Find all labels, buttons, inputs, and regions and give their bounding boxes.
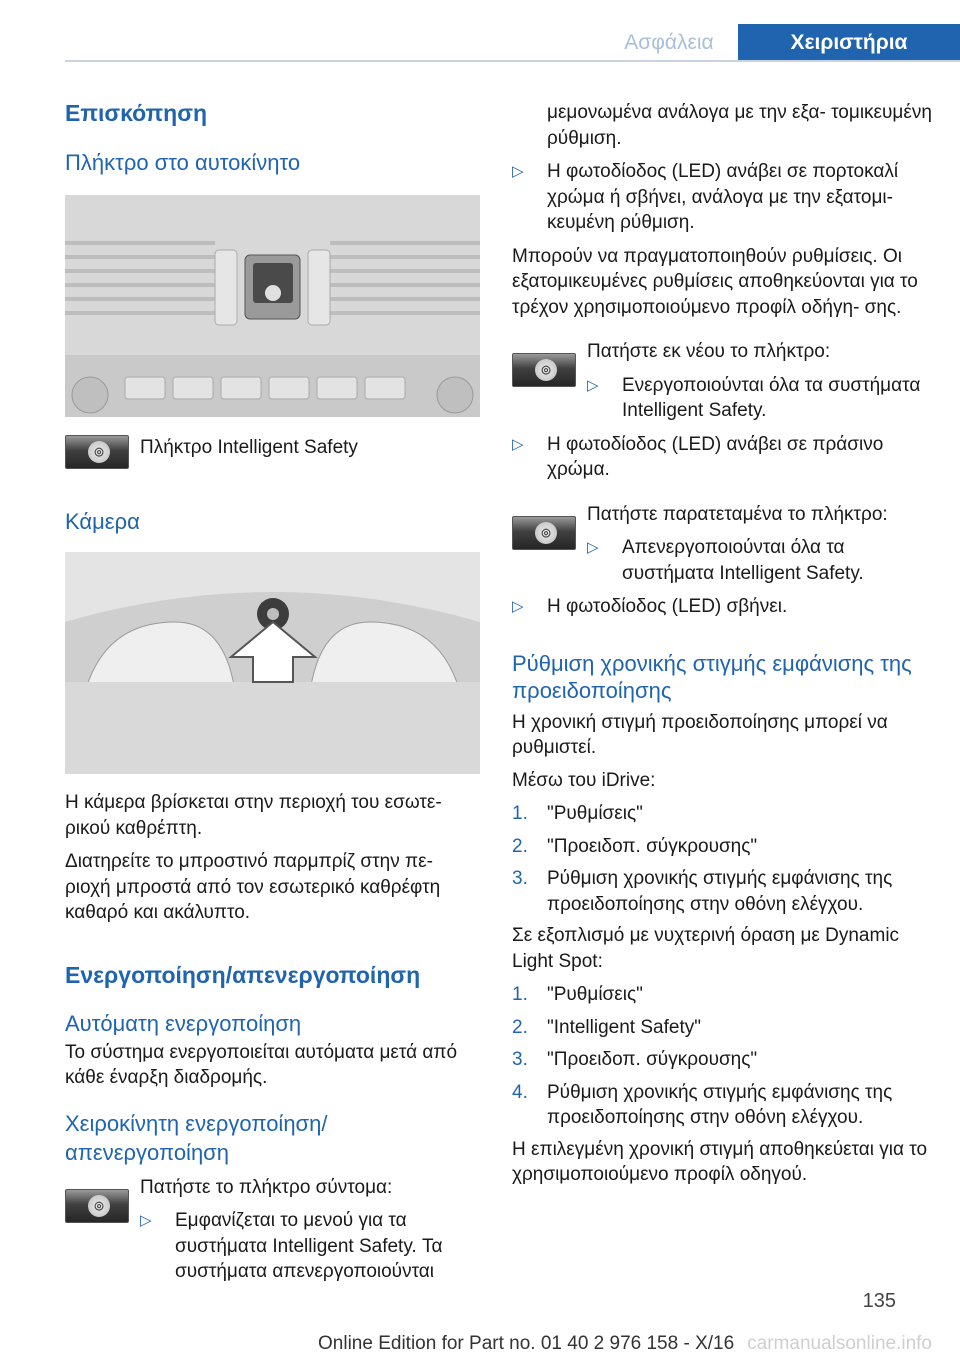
saved-text: Η επιλεγμένη χρονική στιγμή αποθηκεύεται για το χρησιμοποιούμενο προφίλ οδηγού. [512, 1138, 928, 1185]
settings-text: Μπορούν να πραγματοποιηθούν ρυθμίσεις. Οι εξατομικευμένες ρυθμίσεις αποθηκεύονται για το τρέχον χρησιμοποιούμενο προφίλ οδήγη‐ σης. [512, 245, 918, 318]
list-item: 2. "Προειδοπ. σύγκρουσης" [512, 835, 758, 857]
button-caption-row [65, 435, 480, 469]
right-column [512, 100, 932, 1188]
via-idrive-text: Μέσω του iDrive: [512, 769, 656, 791]
press-long-list [587, 535, 932, 586]
heading-button-in-car: Πλήκτρο στο αυτοκίνητο [65, 150, 301, 175]
press-short-list [140, 1208, 480, 1285]
button-caption: Πλήκτρο Intelligent Safety [140, 437, 358, 458]
list-item: 1. "Ρυθμίσεις" [512, 984, 643, 1005]
triangle-bullet-icon: ▷ [512, 435, 524, 453]
triangle-bullet-icon: ▷ [140, 1212, 152, 1229]
list-item: 3. Ρύθμιση χρονικής στιγμής εμφάνισης της προειδοποίησης στην οθόνη ελέγχου. [512, 868, 893, 915]
triangle-bullet-icon: ▷ [587, 539, 599, 556]
press-short-text: Πατήστε το πλήκτρο σύντομα: [140, 1176, 393, 1198]
idrive-steps-list [512, 801, 932, 917]
edition-text: Online Edition for Part no. 01 40 2 976 158 - X/16 [318, 1333, 735, 1354]
press-short-row [65, 1175, 480, 1285]
list-item: 2. "Intelligent Safety" [512, 1016, 701, 1038]
press-long-block [587, 502, 932, 587]
led-green-list [512, 432, 932, 483]
press-long-row [512, 502, 932, 587]
dashboard-button-illustration [65, 195, 480, 417]
press-again-text: Πατήστε εκ νέου το πλήκτρο: [587, 341, 831, 362]
triangle-bullet-icon: ▷ [512, 163, 524, 180]
camera-location-text: Η κάμερα βρίσκεται στην περιοχή του εσωτε‐ ρικού καθρέπτη. [65, 792, 442, 839]
led-off-list [512, 594, 932, 620]
list-item: ▷ Απενεργοποιούνται όλα τα συστήματα Intelligent Safety. [587, 537, 864, 584]
press-long-text: Πατήστε παρατεταμένα το πλήκτρο: [587, 503, 888, 525]
list-item: ▷ Η φωτοδίοδος (LED) ανάβει σε πορτοκαλί χρώμα ή σβήνει, ανάλογα με την εξατομι‐ κευμένη ρύθμιση. [512, 161, 899, 233]
intelligent-safety-button-icon: ◎ [512, 353, 576, 387]
list-item: ▷ Η φωτοδίοδος (LED) ανάβει σε πράσινο χρώμα. [512, 433, 884, 480]
page-number: 135 [862, 1290, 896, 1312]
timing-text: Η χρονική στιγμή προειδοποίησης μπορεί να ρυθμιστεί. [512, 711, 888, 758]
list-item: 3. "Προειδοπ. σύγκρουσης" [512, 1049, 758, 1070]
press-again-row [512, 339, 932, 424]
heading-warning-timing: Ρύθμιση χρονικής στιγμής εμφάνισης της προειδοποίησης [512, 650, 912, 703]
led-orange-list [512, 159, 932, 236]
list-item: 4. Ρύθμιση χρονικής στιγμής εμφάνισης της προειδοποίησης στην οθόνη ελέγχου. [512, 1081, 893, 1128]
camera-illustration-svg [65, 552, 480, 774]
left-column [65, 98, 480, 1285]
header-tab-safety[interactable]: Ασφάλεια [624, 31, 714, 54]
list-item: ▷ Ενεργοποιούνται όλα τα συστήματα Intelligent Safety. [587, 374, 921, 421]
list-item: 1. "Ρυθμίσεις" [512, 803, 643, 824]
press-again-block [587, 339, 932, 424]
triangle-bullet-icon: ▷ [587, 376, 599, 394]
list-item: ▷ Εμφανίζεται το μενού για τα συστήματα Intelligent Safety. Τα συστήματα απενεργοποιούνται [140, 1210, 443, 1282]
press-short-block [140, 1175, 480, 1285]
heading-activation: Ενεργοποίηση/απενεργοποίηση [65, 961, 421, 988]
auto-activation-text: Το σύστημα ενεργοποιείται αυτόματα μετά από κάθε έναρξη διαδρομής. [65, 1041, 458, 1088]
continued-text: μεμονωμένα ανάλογα με την εξα‐ τομικευμένη ρύθμιση. [547, 102, 932, 149]
night-vision-steps-list [512, 982, 932, 1131]
header-tab-controls[interactable]: Χειριστήρια [738, 24, 960, 62]
night-vision-text: Σε εξοπλισμό με νυχτερινή όραση με Dynamic Light Spot: [512, 925, 900, 972]
watermark: carmanualsonline.info [747, 1333, 932, 1354]
heading-overview: Επισκόπηση [65, 100, 207, 126]
press-again-list [587, 373, 932, 424]
camera-windshield-text: Διατηρείτε το μπροστινό παρμπρίζ στην πε‐ ριοχή μπροστά από τον εσωτερικό καθρέφτη καθαρό και ακάλυπτο. [65, 851, 441, 923]
list-item: ▷ Η φωτοδίοδος (LED) σβήνει. [512, 594, 932, 620]
intelligent-safety-button-icon: ◎ [65, 435, 129, 469]
header-divider [65, 60, 960, 62]
triangle-bullet-icon: ▷ [512, 598, 524, 615]
intelligent-safety-button-icon: ◎ [512, 516, 576, 550]
camera-illustration [65, 552, 480, 774]
heading-manual-activation: Χειροκίνητη ενεργοποίηση/ απενεργοποίηση [65, 1110, 328, 1165]
heading-auto-activation: Αυτόματη ενεργοποίηση [65, 1010, 302, 1036]
intelligent-safety-button-icon: ◎ [65, 1189, 129, 1223]
heading-camera: Κάμερα [65, 509, 140, 534]
dashboard-illustration-svg [65, 195, 480, 417]
